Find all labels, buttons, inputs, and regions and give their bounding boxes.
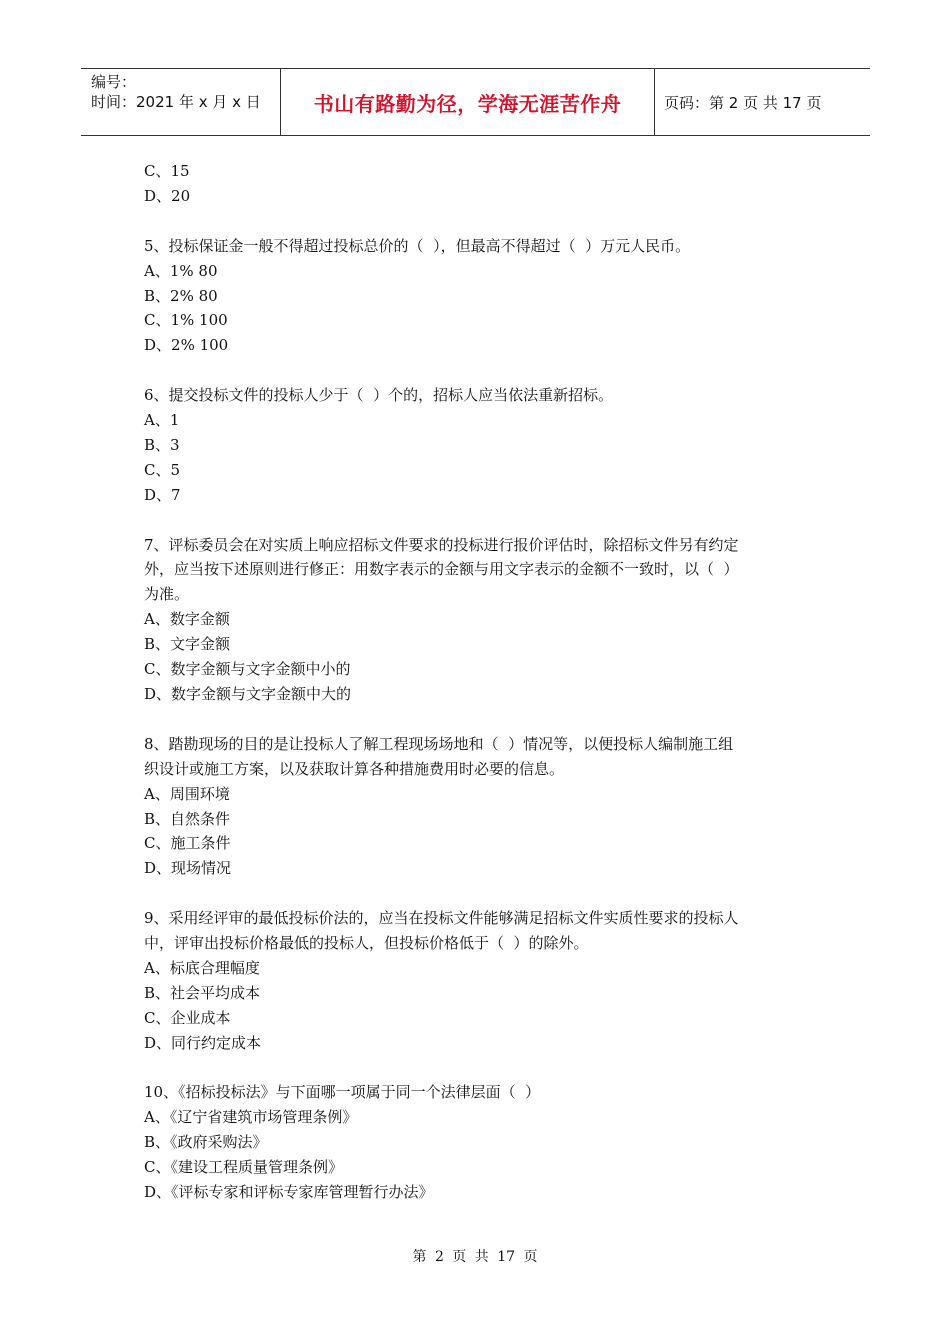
answer-option: A、1% 80 <box>144 261 218 280</box>
question-block <box>144 234 824 359</box>
document-body <box>144 159 824 1230</box>
page-label: 页码：第 2 页 共 17 页 <box>664 93 822 112</box>
question-block <box>144 906 824 1055</box>
answer-option: C、《建设工程质量管理条例》 <box>144 1158 343 1177</box>
answer-option: B、2% 80 <box>144 286 218 305</box>
answer-option: B、文字金额 <box>144 635 231 654</box>
answer-option: D、数字金额与文字金额中大的 <box>144 684 352 703</box>
answer-option: C、5 <box>144 460 181 479</box>
question-block <box>144 533 824 707</box>
answer-option: B、《政府采购法》 <box>144 1133 268 1152</box>
question-stem-line: 9、采用经评审的最低投标价法的，应当在投标文件能够满足招标文件实质性要求的投标人 <box>144 909 739 928</box>
question-stem-line: 中，评审出投标价格最低的投标人，但投标价格低于（ ）的除外。 <box>144 934 589 953</box>
question-stem-line: 10、《招标投标法》与下面哪一项属于同一个法律层面（ ） <box>144 1083 541 1102</box>
footer-page-number: 第 2 页 共 17 页 <box>412 1249 538 1265</box>
question-block <box>144 732 824 881</box>
answer-option: C、企业成本 <box>144 1008 231 1027</box>
question-stem-line: 8、踏勘现场的目的是让投标人了解工程现场场地和（ ）情况等，以便投标人编制施工组 <box>144 734 734 753</box>
answer-option: A、《辽宁省建筑市场管理条例》 <box>144 1108 358 1127</box>
answer-option: C、1% 100 <box>144 311 228 330</box>
question-block <box>144 1080 824 1205</box>
answer-option: D、2% 100 <box>144 336 229 355</box>
answer-option: D、7 <box>144 485 181 504</box>
answer-option: D、同行约定成本 <box>144 1033 262 1052</box>
answer-option: D、20 <box>144 186 191 205</box>
answer-option: C、15 <box>144 162 190 180</box>
answer-option: C、施工条件 <box>144 834 231 853</box>
number-label: 编号： <box>91 73 137 91</box>
time-label: 时间：2021 年 x 月 x 日 <box>91 93 261 111</box>
answer-option: A、周围环境 <box>144 784 230 803</box>
answer-option: A、数字金额 <box>144 610 230 629</box>
answer-option: A、标底合理幅度 <box>144 958 260 977</box>
answer-option: D、《评标专家和评标专家库管理暂行办法》 <box>144 1183 434 1202</box>
answer-option: B、3 <box>144 435 180 454</box>
page-header <box>81 68 870 136</box>
header-motto <box>281 69 655 135</box>
motto-text: 书山有路勤为径，学海无涯苦作舟 <box>313 91 622 116</box>
answer-option: A、1 <box>144 411 180 430</box>
question-block <box>144 383 824 508</box>
question-stem-line: 外，应当按下述原则进行修正：用数字表示的金额与用文字表示的金额不一致时，以（ ） <box>144 560 739 579</box>
answer-option: B、社会平均成本 <box>144 983 261 1002</box>
question-block <box>144 159 824 209</box>
answer-option: C、数字金额与文字金额中小的 <box>144 660 351 679</box>
page-footer <box>0 1246 950 1266</box>
answer-option: D、现场情况 <box>144 859 232 878</box>
question-stem-line: 织设计或施工方案，以及获取计算各种措施费用时必要的信息。 <box>144 759 565 778</box>
question-stem-line: 7、评标委员会在对实质上响应招标文件要求的投标进行报价评估时，除招标文件另有约定 <box>144 535 739 554</box>
question-stem-line: 6、提交投标文件的投标人少于（ ）个的，招标人应当依法重新招标。 <box>144 386 614 405</box>
header-meta <box>81 69 281 135</box>
answer-option: B、自然条件 <box>144 809 231 828</box>
header-page <box>655 69 870 135</box>
question-stem-line: 5、投标保证金一般不得超过投标总价的（ ），但最高不得超过（ ）万元人民币。 <box>144 236 691 255</box>
question-stem-line: 为准。 <box>144 585 190 604</box>
